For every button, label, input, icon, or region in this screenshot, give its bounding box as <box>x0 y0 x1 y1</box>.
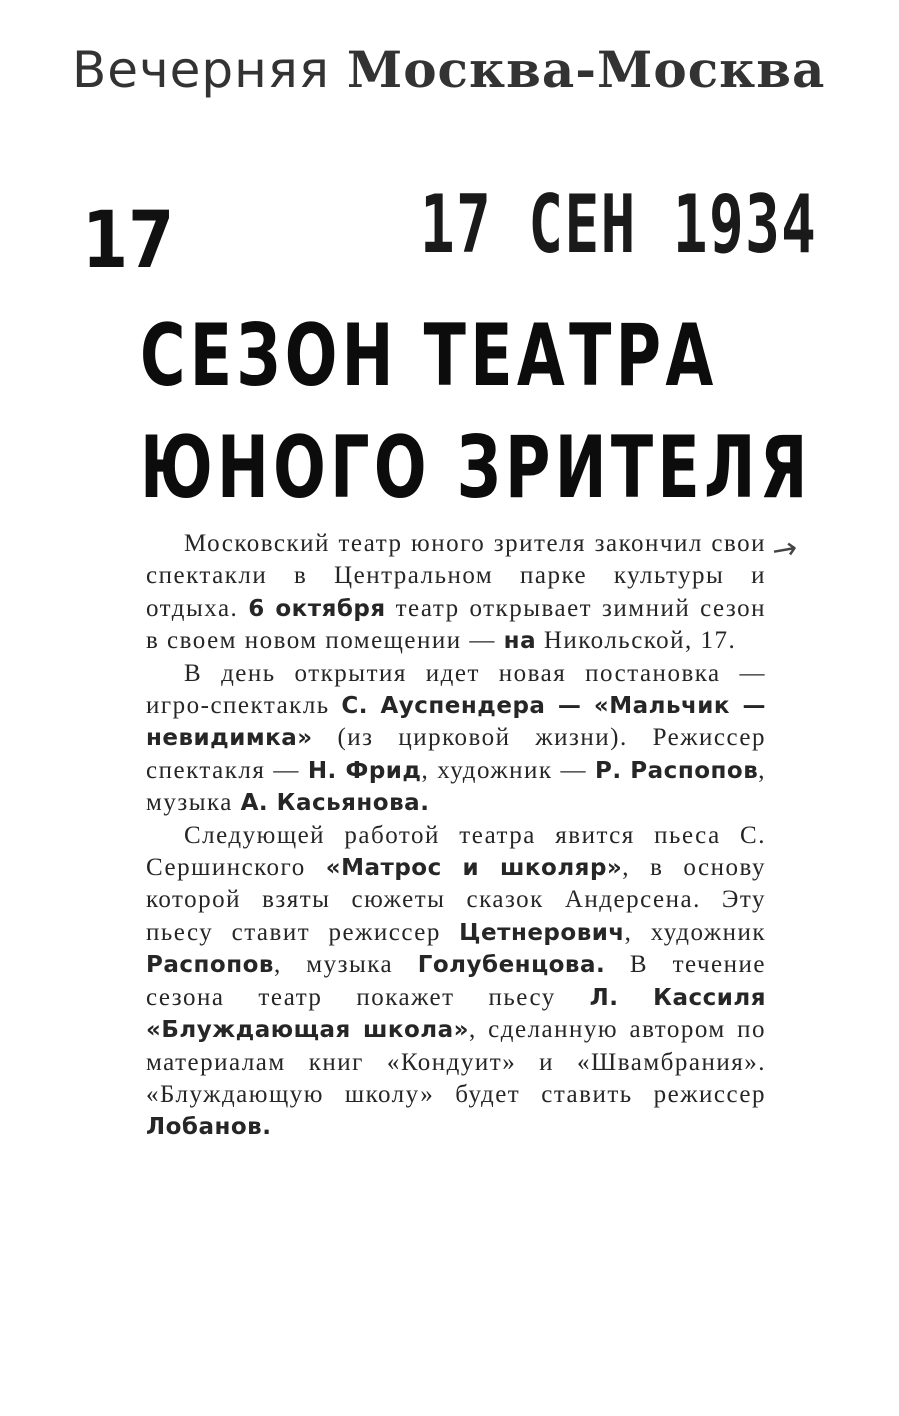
text-span: Московский театр юного зрителя закончил свои спектакли в Центральном парке культуры и отдыха. <box>146 530 766 622</box>
text-span: (из цирковой жизни). Режиссер спектакля — <box>146 724 766 784</box>
text-span: театр открывает зимний сезон в своем новом помещении — <box>146 594 767 655</box>
bold-span: «Матрос и школяр» <box>325 855 623 882</box>
bold-span: на <box>503 628 537 655</box>
text-span: Никольской, 17. <box>536 627 737 655</box>
bold-span: Р. Распопов <box>594 757 759 784</box>
bold-span: А. Касьянова. <box>240 790 430 817</box>
title-line-2: ЮНОГО ЗРИТЕЛЯ <box>140 418 812 518</box>
text-span: В течение сезона театр покажет пьесу <box>146 951 766 1011</box>
date-stamp: 17 СЕН 1934 <box>420 178 818 271</box>
text-span: , художник <box>624 918 766 946</box>
paragraph-2 <box>146 658 766 820</box>
bold-span: Лобанов. <box>146 1114 272 1141</box>
bold-span: Л. Кассиля «Блуждающая школа» <box>146 984 766 1044</box>
bold-span: С. Ауспендера — «Мальчик — невидимка» <box>146 693 766 752</box>
title-line-1: СЕЗОН ТЕАТРА <box>140 306 718 406</box>
bold-span: Цетнерович <box>459 919 625 946</box>
newspaper-stamp <box>72 40 825 99</box>
article-body <box>146 528 766 1144</box>
page-number: 17 <box>82 196 175 286</box>
stamp-text-thin: Вечерняя <box>72 41 347 99</box>
text-span: , музыка <box>146 756 767 817</box>
bold-span: Н. Фрид <box>307 757 422 784</box>
text-span: В день открытия идет новая постановка — игро-спектакль <box>146 659 766 720</box>
paragraph-3 <box>146 820 766 1144</box>
text-span: , художник — <box>421 756 595 784</box>
bold-span: 6 октября <box>248 595 386 622</box>
article-title <box>140 300 812 524</box>
text-span: Следующей работой театра явится пьеса С. Сершинского <box>146 821 766 882</box>
bold-span: Распопов <box>146 952 274 979</box>
paragraph-1 <box>146 528 766 658</box>
margin-mark: ↗ <box>764 527 805 572</box>
text-span: , в основу которой взяты сюжеты сказок Андерсена. Эту пьесу ставит режиссер <box>146 854 766 946</box>
bold-span: Голубенцова. <box>417 952 606 979</box>
text-span: , сделанную автором по материалам книг «Кондуит» и «Швамбрания». «Блуждающую школу» будет ставить режиссер <box>146 1016 766 1108</box>
stamp-text-bold: Москва-Москва <box>346 40 826 99</box>
text-span: , музыка <box>273 951 418 979</box>
